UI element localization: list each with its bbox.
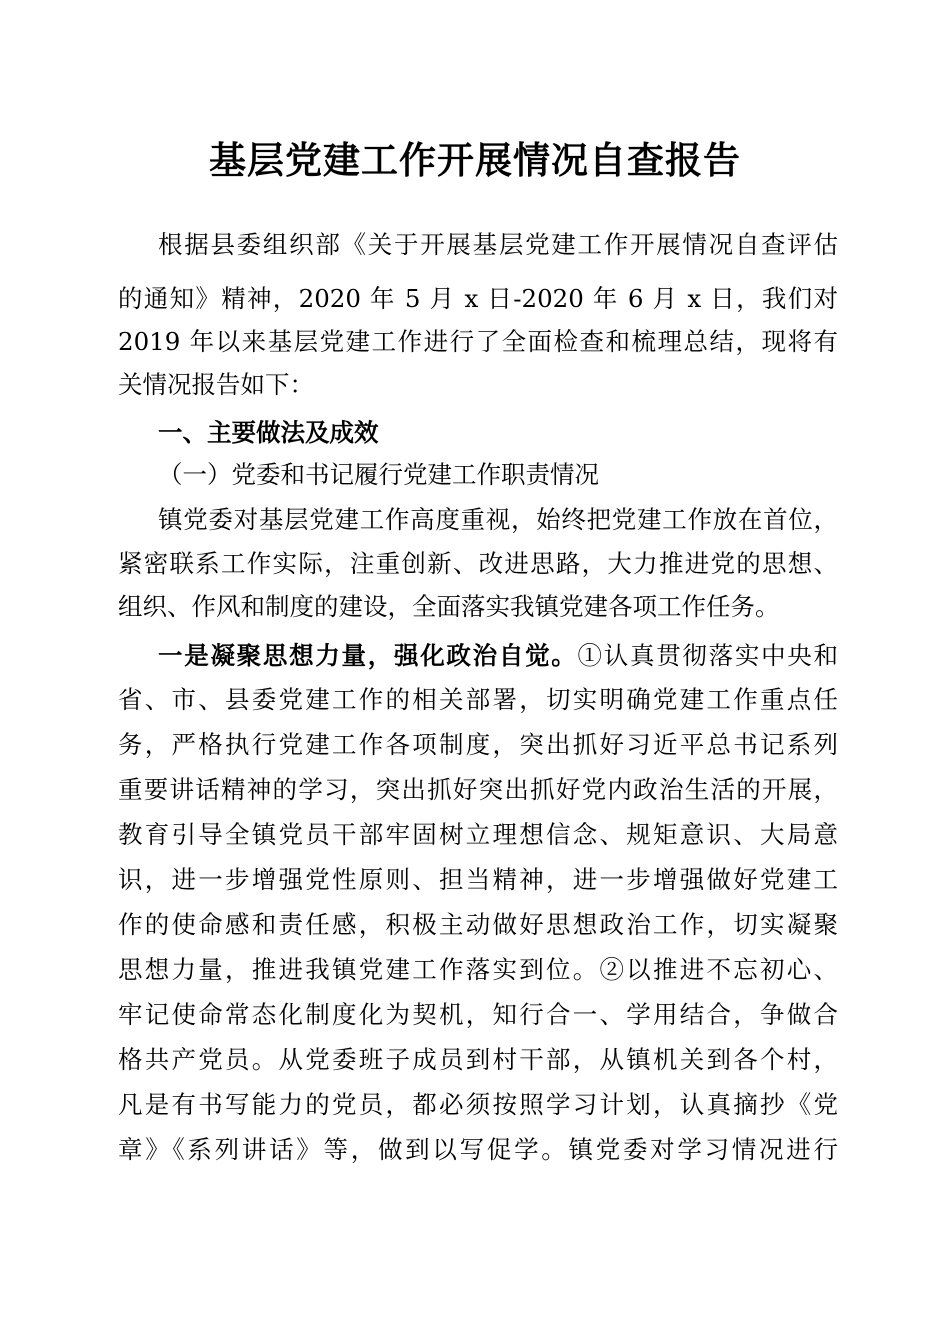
paragraph-line: 的通知》精神，2020 年 5 月 x 日-2020 年 6 月 x 日，我们对	[118, 284, 838, 313]
paragraph-line: 关情况报告如下：	[118, 370, 314, 399]
paragraph-line: 务，严格执行党建工作各项制度，突出抓好习近平总书记系列	[118, 730, 838, 759]
paragraph-line: 凡是有书写能力的党员，都必须按照学习计划，认真摘抄《党	[118, 1090, 838, 1119]
paragraph-line: 2019 年以来基层党建工作进行了全面检查和梳理总结，现将有	[118, 327, 838, 356]
paragraph-line: 教育引导全镇党员干部牢固树立理想信念、规矩意识、大局意	[118, 820, 838, 849]
paragraph-line: 识，进一步增强党性原则、担当精神，进一步增强做好党建工	[118, 865, 838, 894]
emphasis-lead: 一是凝聚思想力量，强化政治自觉。	[158, 641, 578, 670]
paragraph-line	[158, 633, 838, 678]
paragraph-line: 思想力量，推进我镇党建工作落实到位。②以推进不忘初心、	[118, 955, 838, 984]
paragraph-text: ①认真贯彻落实中央和	[577, 641, 839, 670]
subsection-heading: （一）党委和书记履行党建工作职责情况	[158, 460, 599, 489]
paragraph-line: 格共产党员。从党委班子成员到村干部，从镇机关到各个村，	[118, 1045, 838, 1074]
document-title: 基层党建工作开展情况自查报告	[209, 138, 741, 182]
paragraph-line: 根据县委组织部《关于开展基层党建工作开展情况自查评估	[158, 230, 838, 259]
paragraph-line: 紧密联系工作实际，注重创新、改进思路，大力推进党的思想、	[118, 549, 838, 578]
paragraph-line: 镇党委对基层党建工作高度重视，始终把党建工作放在首位，	[158, 505, 838, 534]
paragraph-line: 组织、作风和制度的建设，全面落实我镇党建各项工作任务。	[118, 592, 780, 621]
paragraph-line: 牢记使命常态化制度化为契机，知行合一、学用结合，争做合	[118, 1000, 838, 1029]
paragraph-line: 作的使命感和责任感，积极主动做好思想政治工作，切实凝聚	[118, 910, 838, 939]
paragraph-line: 章》《系列讲话》等，做到以写促学。镇党委对学习情况进行	[118, 1135, 838, 1164]
paragraph-line: 省、市、县委党建工作的相关部署，切实明确党建工作重点任	[118, 685, 838, 714]
section-heading: 一、主要做法及成效	[158, 418, 379, 447]
paragraph-line: 重要讲话精神的学习，突出抓好突出抓好党内政治生活的开展，	[118, 775, 838, 804]
